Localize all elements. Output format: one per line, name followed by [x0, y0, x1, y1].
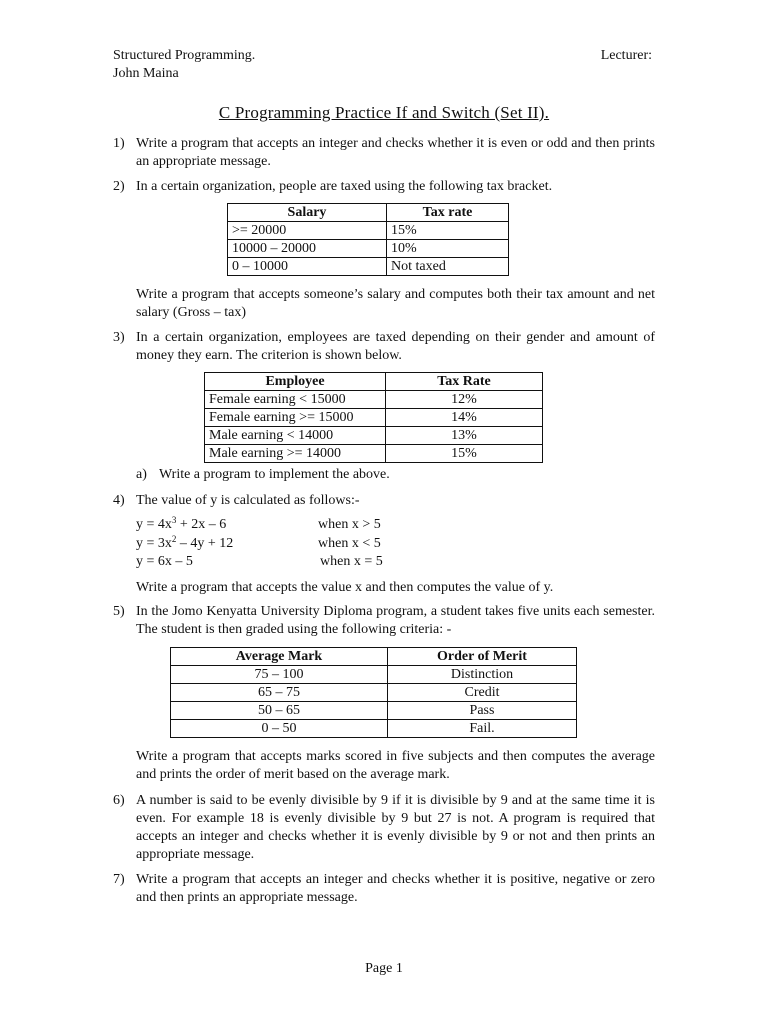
table-header-cell: Order of Merit — [388, 648, 577, 666]
table-cell: 14% — [386, 409, 543, 427]
question-followup: Write a program that accepts marks scored in five subjects and then computes the average and prints the order of merit based on the average mark. — [136, 749, 655, 782]
table-header-cell: Average Mark — [171, 648, 388, 666]
table-cell: 13% — [386, 427, 543, 445]
table-cell: 50 – 65 — [171, 702, 388, 720]
table-header-row — [205, 373, 543, 391]
table-header-cell: Employee — [205, 373, 386, 391]
table-cell: 12% — [386, 391, 543, 409]
question-text: The value of y is calculated as follows:- — [136, 493, 360, 508]
question-followup: Write a program that accepts the value x and then computes the value of y. — [136, 580, 554, 595]
question-number: 2) — [113, 179, 125, 194]
question-text: In the Jomo Kenyatta University Diploma program, a student takes five units each semester. The student is then graded using the following criteria: - — [136, 604, 655, 637]
question-text: Write a program that accepts an integer and checks whether it is even or odd and then prints an appropriate message. — [136, 136, 655, 169]
question-text: In a certain organization, employees are taxed depending on their gender and amount of money they earn. The criterion is shown below. — [136, 330, 655, 363]
equation: $y = 3x^2 - 4y + 12$ — [136, 534, 234, 551]
table-cell: 10% — [387, 240, 509, 258]
table-cell: Male earning < 14000 — [205, 427, 386, 445]
table-row — [205, 427, 543, 445]
table-cell: Pass — [388, 702, 577, 720]
question-text: In a certain organization, people are taxed using the following tax bracket. — [136, 179, 553, 194]
sub-question-text: Write a program to implement the above. — [159, 467, 390, 482]
table-header-cell: Tax Rate — [386, 373, 543, 391]
equation-condition: when x < 5 — [318, 536, 381, 551]
lecturer-label: Lecturer: — [600, 48, 652, 63]
table-row — [228, 258, 509, 276]
table-row — [171, 702, 577, 720]
table-cell: Male earning >= 14000 — [205, 445, 386, 463]
table-row — [228, 222, 509, 240]
table-cell: Distinction — [388, 666, 577, 684]
table-header-cell: Salary — [228, 204, 387, 222]
table-header-row — [171, 648, 577, 666]
table-header-row — [228, 204, 509, 222]
table-cell: 10000 – 20000 — [228, 240, 387, 258]
table-row — [171, 684, 577, 702]
table-cell: 75 – 100 — [171, 666, 388, 684]
table-cell: 0 – 50 — [171, 720, 388, 738]
question-text: Write a program that accepts an integer and checks whether it is positive, negative or zero and then prints an appropriate message. — [136, 872, 655, 905]
sub-question-label: a) — [136, 467, 147, 482]
table-cell: Credit — [388, 684, 577, 702]
merit-table — [170, 647, 577, 738]
table-cell: 65 – 75 — [171, 684, 388, 702]
course-name: Structured Programming. — [113, 48, 256, 63]
table-cell: Not taxed — [387, 258, 509, 276]
question-text: A number is said to be evenly divisible by 9 if it is divisible by 9 and at the same time it is even. For example 18 is evenly divisible by 9 but 27 is not. A program is required that accepts an integer and checks whether it is evenly divisible by 9 or not and then prints an appropriate message. — [136, 793, 655, 862]
table-cell: Female earning < 15000 — [205, 391, 386, 409]
question-number: 6) — [113, 793, 125, 808]
page-title: C Programming Practice If and Switch (Set II). — [218, 103, 550, 122]
salary-tax-table — [227, 203, 509, 276]
table-cell: 15% — [387, 222, 509, 240]
equation-condition: when x = 5 — [320, 554, 383, 569]
table-row — [228, 240, 509, 258]
table-cell: 15% — [386, 445, 543, 463]
table-row — [171, 720, 577, 738]
question-number: 5) — [113, 604, 125, 619]
question-number: 3) — [113, 330, 125, 345]
table-cell: 0 – 10000 — [228, 258, 387, 276]
table-row — [205, 391, 543, 409]
equation: $y = 4x^3 + 2x - 6$ — [136, 515, 227, 532]
table-cell: Female earning >= 15000 — [205, 409, 386, 427]
equation: y = 6x – 5 — [136, 554, 193, 569]
table-cell: Fail. — [388, 720, 577, 738]
question-number: 1) — [113, 136, 125, 151]
question-number: 4) — [113, 493, 125, 508]
table-row — [205, 409, 543, 427]
table-header-cell: Tax rate — [387, 204, 509, 222]
table-cell: >= 20000 — [228, 222, 387, 240]
question-number: 7) — [113, 872, 125, 887]
lecturer-name: John Maina — [113, 66, 179, 81]
page-number: Page 1 — [365, 961, 403, 976]
question-followup: Write a program that accepts someone’s salary and computes both their tax amount and net salary (Gross – tax) — [136, 287, 655, 320]
employee-tax-table — [204, 372, 543, 463]
table-row — [171, 666, 577, 684]
equation-condition: when x > 5 — [318, 517, 381, 532]
table-row — [205, 445, 543, 463]
